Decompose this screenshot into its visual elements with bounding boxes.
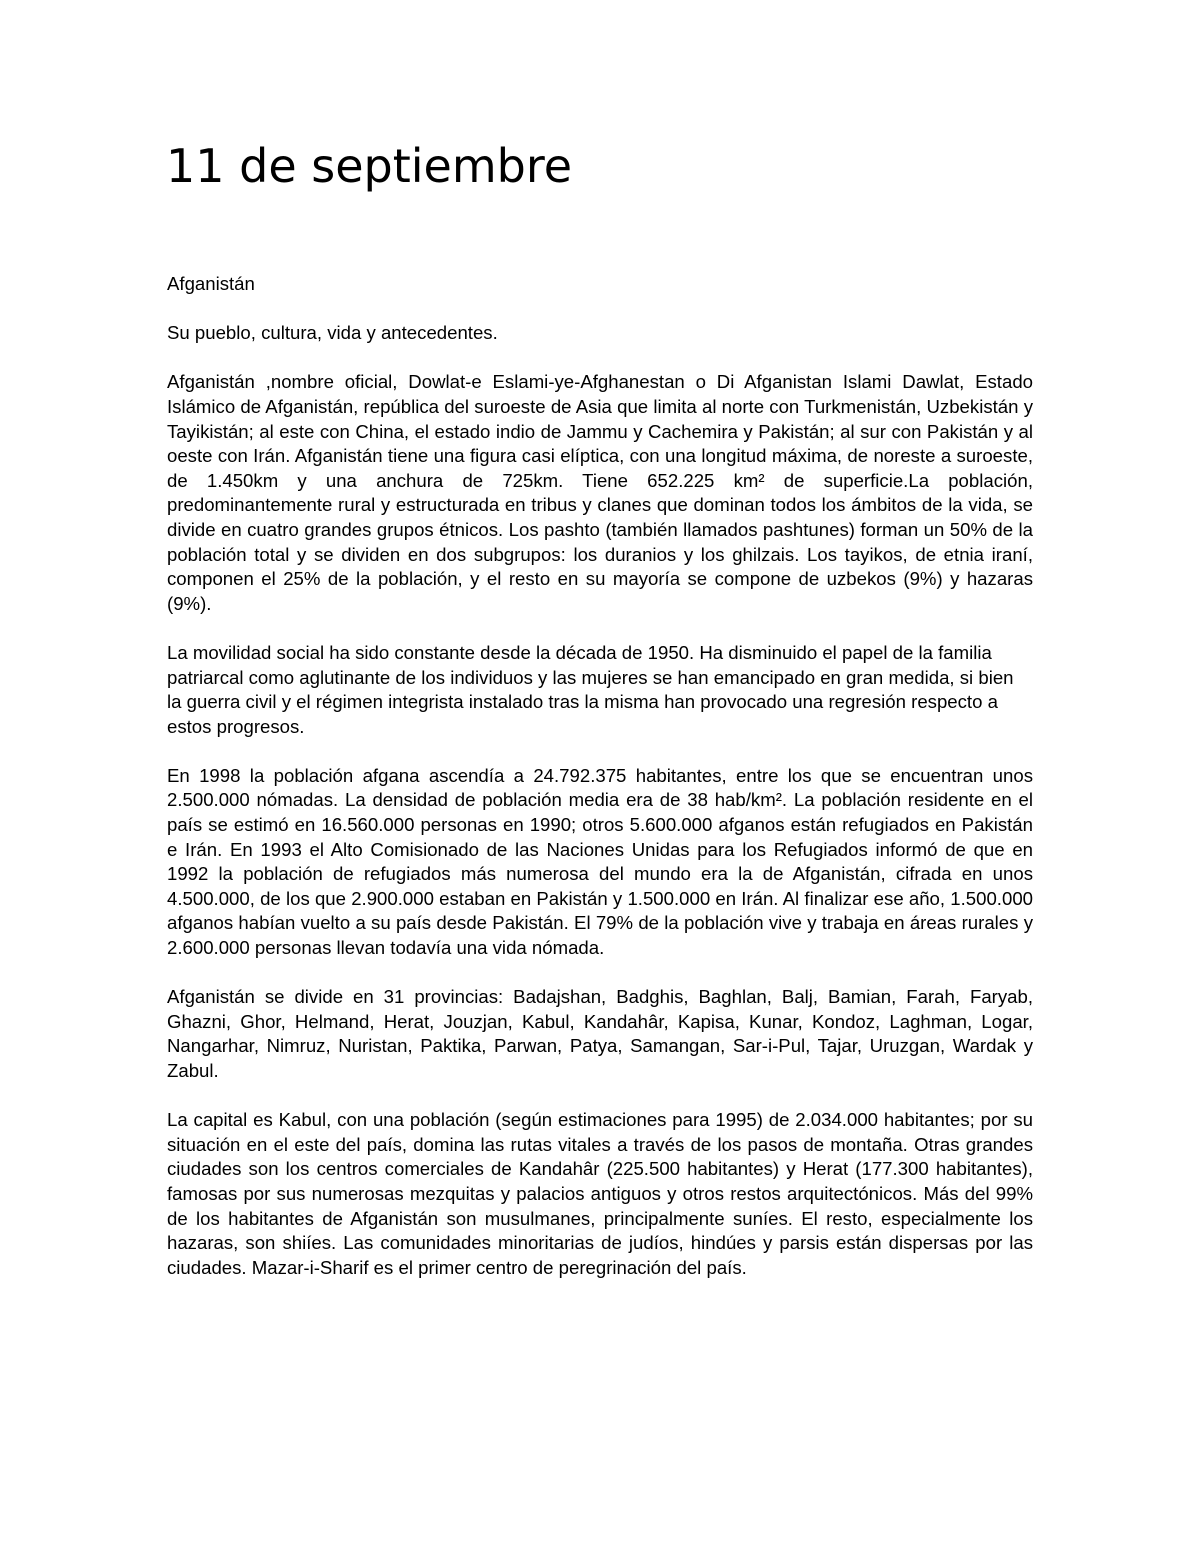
- paragraph-capital: La capital es Kabul, con una población (según estimaciones para 1995) de 2.034.000 habitantes; por su situación en el este del país, domina las rutas vitales a través de los pasos de montaña. Otras grandes ciudades son los centros comerciales de Kandahâr (225.500 habitantes) y Herat (177.300 habitantes), famosas por sus numerosas mezquitas y palacios antiguos y otros restos arquitectónicos. Más del 99% de los habitantes de Afganistán son musulmanes, principalmente suníes. El resto, especialmente los hazaras, son shiíes. Las comunidades minoritarias de judíos, hindúes y parsis están dispersas por las ciudades. Mazar-i-Sharif es el primer centro de peregrinación del país.: [167, 1109, 1033, 1278]
- section-heading: Afganistán: [167, 273, 255, 294]
- paragraph-provinces: Afganistán se divide en 31 provincias: Badajshan, Badghis, Baghlan, Balj, Bamian, Farah, Faryab, Ghazni, Ghor, Helmand, Herat, Jouzjan, Kabul, Kandahâr, Kapisa, Kunar, Kondoz, Laghman, Logar, Nangarhar, Nimruz, Nuristan, Paktika, Parwan, Patya, Samangan, Sar-i-Pul, Tajar, Uruzgan, Wardak y Zabul.: [167, 986, 1033, 1081]
- intro-line: Su pueblo, cultura, vida y antecedentes.: [167, 322, 498, 344]
- document-title: 11 de septiembre: [166, 139, 573, 193]
- paragraph-overview: Afganistán ,nombre oficial, Dowlat-e Eslami-ye-Afghanestan o Di Afganistan Islami Dawlat, Estado Islámico de Afganistán, república del suroeste de Asia que limita al norte con Turkmenistán, Uzbekistán y Tayikistán; al este con China, el estado indio de Jammu y Cachemira y Pakistán; al sur con Pakistán y al oeste con Irán. Afganistán tiene una figura casi elíptica, con una longitud máxima, de noreste a suroeste, de 1.450km y una anchura de 725km. Tiene 652.225 km² de superficie.La población, predominantemente rural y estructurada en tribus y clanes que dominan todos los ámbitos de la vida, se divide en cuatro grandes grupos étnicos. Los pashto (también llamados pashtunes) forman un 50% de la población total y se dividen en dos subgrupos: los duranios y los ghilzais. Los tayikos, de etnia iraní, componen el 25% de la población, y el resto en su mayoría se compone de uzbekos (9%) y hazaras (9%).: [167, 371, 1033, 614]
- paragraph-social-mobility: La movilidad social ha sido constante desde la década de 1950. Ha disminuido el papel de la familia patriarcal como aglutinante de los individuos y las mujeres se han emancipado en gran medida, si bien la guerra civil y el régimen integrista instalado tras la misma han provocado una regresión respecto a estos progresos.: [167, 641, 1014, 737]
- paragraph-population: En 1998 la población afgana ascendía a 24.792.375 habitantes, entre los que se encuentran unos 2.500.000 nómadas. La densidad de población media era de 38 hab/km². La población residente en el país se estimó en 16.560.000 personas en 1990; otros 5.600.000 afganos están refugiados en Pakistán e Irán. En 1993 el Alto Comisionado de las Naciones Unidas para los Refugiados informó de que en 1992 la población de refugiados más numerosa del mundo era la de Afganistán, cifrada en unos 4.500.000, de los que 2.900.000 estaban en Pakistán y 1.500.000 en Irán. Al finalizar ese año, 1.500.000 afganos habían vuelto a su país desde Pakistán. El 79% de la población vive y trabaja en áreas rurales y 2.600.000 personas llevan todavía una vida nómada.: [167, 764, 1033, 959]
- document-body: [167, 272, 1033, 1305]
